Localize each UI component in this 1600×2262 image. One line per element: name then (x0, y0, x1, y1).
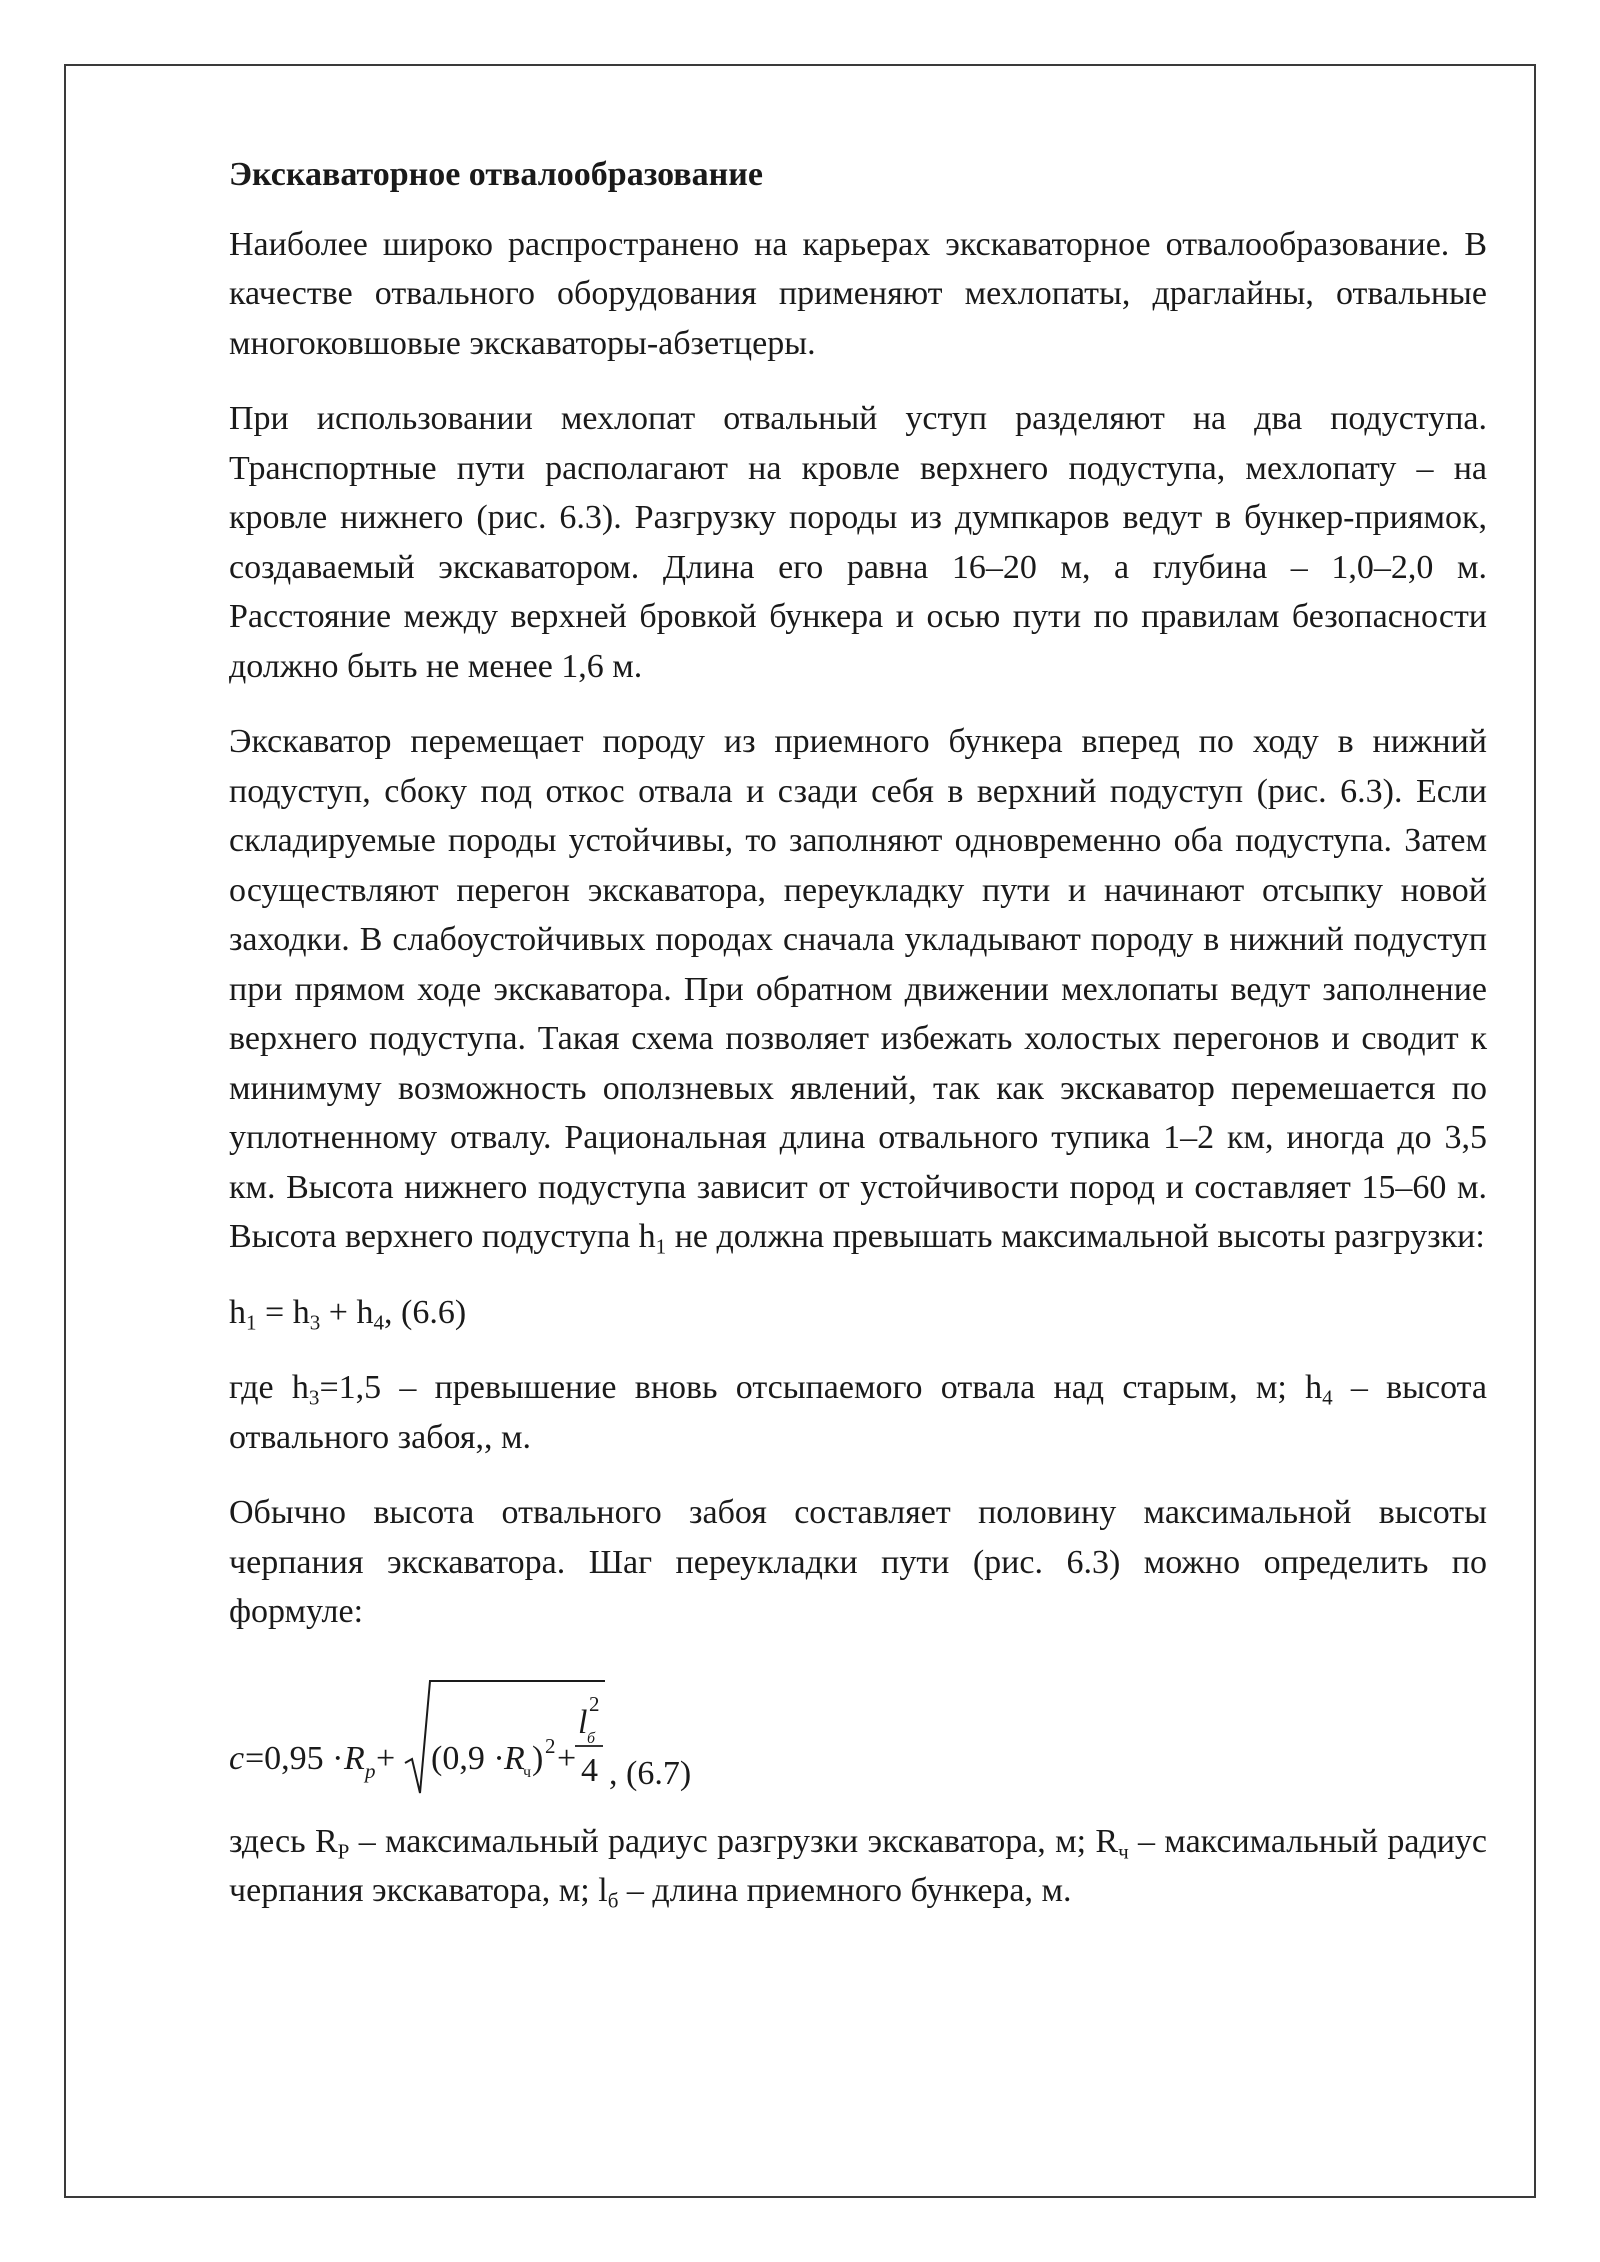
where-text: – максимальный радиус разгрузки экскаватора, м; R (349, 1822, 1119, 1860)
document-body (229, 150, 1487, 1942)
equation-6-6 (229, 1288, 1487, 1338)
formula-plus2: + (557, 1739, 577, 1777)
where-text: – высота отвального забоя,, м. (229, 1369, 1488, 1456)
where-text: – длина приемного бункера, м. (618, 1872, 1072, 1909)
formula-den: 4 (581, 1751, 598, 1789)
section-heading: Экскаваторное отвалообразование (229, 156, 763, 193)
subscript: б (607, 1888, 619, 1913)
formula-sub-p: p (365, 1758, 376, 1783)
formula-plus: + (376, 1739, 396, 1777)
formula-R2: R (504, 1739, 525, 1777)
equation-number: , (6.6) (384, 1293, 467, 1331)
subscript: 4 (1322, 1385, 1333, 1410)
formula-inner: (0,9 · (431, 1739, 505, 1777)
equation-number: , (6.7) (609, 1755, 692, 1792)
paragraph-3-tail: не должна превышать максимальной высоты разгрузки: (666, 1218, 1485, 1255)
where-clause-6-7 (229, 1817, 1487, 1916)
paragraph-3-text: Экскаватор перемещает породу из приемного бункера вперед по ходу в нижний подуступ, сбоку под откос отвала и сзади себя в верхний подуступ (рис. 6.3). Если складируемые породы устойчивы, то заполняют одновременно оба подуступа. Затем осуществляют перегон экскаватора, переукладку пути и начинают отсыпку новой заходки. В слабоустойчивых породах сначала укладывают породу в нижний подуступ при прямом ходе экскаватора. При обратном движении мехлопаты ведут заполнение верхнего подуступа. Такая схема позволяет избежать холостых перегонов и сводит к минимуму возможность оползневых явлений, так как экскаватор перемешается по уплотненному отвалу. Рациональная длина отвального тупика 1–2 км, иногда до 3,5 км. Высота нижнего подуступа зависит от устойчивости пород и составляет 15–60 м. Высота верхнего подуступа h (229, 723, 1487, 1255)
formula-coef: =0,95 · (245, 1739, 344, 1777)
subscript: 3 (308, 1385, 320, 1410)
subscript: ч (1118, 1838, 1129, 1863)
eq-symbol: + h (320, 1293, 374, 1331)
where-text: =1,5 – превышение вновь отсыпаемого отвала над старым, м; h (319, 1369, 1323, 1406)
eq-symbol: = h (256, 1293, 310, 1331)
subscript: Р (337, 1838, 350, 1863)
formula-square2: 2 (589, 1691, 600, 1716)
subscript: 3 (309, 1309, 321, 1334)
formula-square: 2 (545, 1733, 556, 1758)
subscript: 1 (655, 1234, 667, 1259)
formula-sub-ch: ч (523, 1763, 532, 1781)
formula-sub-b: б (587, 1729, 596, 1747)
paragraph-2: При использовании мехлопат отвальный уступ разделяют на два подуступа. Транспортные пути располагают на кровле верхнего подуступа, мехлопату – на кровле нижнего (рис. 6.3). Разгрузку породы из думпкаров ведут в бункер-приямок, создаваемый экскаватором. Длина его равна 16–20 м, а глубина – 1,0–2,0 м. Расстояние между верхней бровкой бункера и осью пути по правилам безопасности должно быть не менее 1,6 м. (229, 400, 1487, 685)
where-text: где h (229, 1369, 309, 1406)
where-text: здесь R (229, 1822, 338, 1860)
eq-symbol: h (229, 1293, 246, 1331)
paragraph-3 (229, 717, 1487, 1262)
where-clause-6-6 (229, 1363, 1487, 1462)
subscript: 1 (246, 1309, 257, 1334)
formula-svg (229, 1663, 605, 1795)
paragraph-1: Наиболее широко распространено на карьерах экскаваторное отвалообразование. В качестве отвального оборудования применяют мехлопаты, драглайны, отвальные многоковшовые экскаваторы-абзетцеры. (229, 225, 1487, 362)
formula-c: c (229, 1739, 245, 1777)
formula-l: l (578, 1703, 588, 1741)
formula-close: ) (532, 1739, 544, 1777)
subscript: 4 (373, 1309, 385, 1334)
where-text: – максимальный радиус черпания экскаватора, м; l (229, 1822, 1488, 1909)
formula-R: R (344, 1739, 365, 1777)
paragraph-5: Обычно высота отвального забоя составляет половину максимальной высоты черпания экскаватора. Шаг переукладки пути (рис. 6.3) можно определить по формуле: (229, 1494, 1487, 1630)
formula-6-7 (229, 1663, 1487, 1795)
